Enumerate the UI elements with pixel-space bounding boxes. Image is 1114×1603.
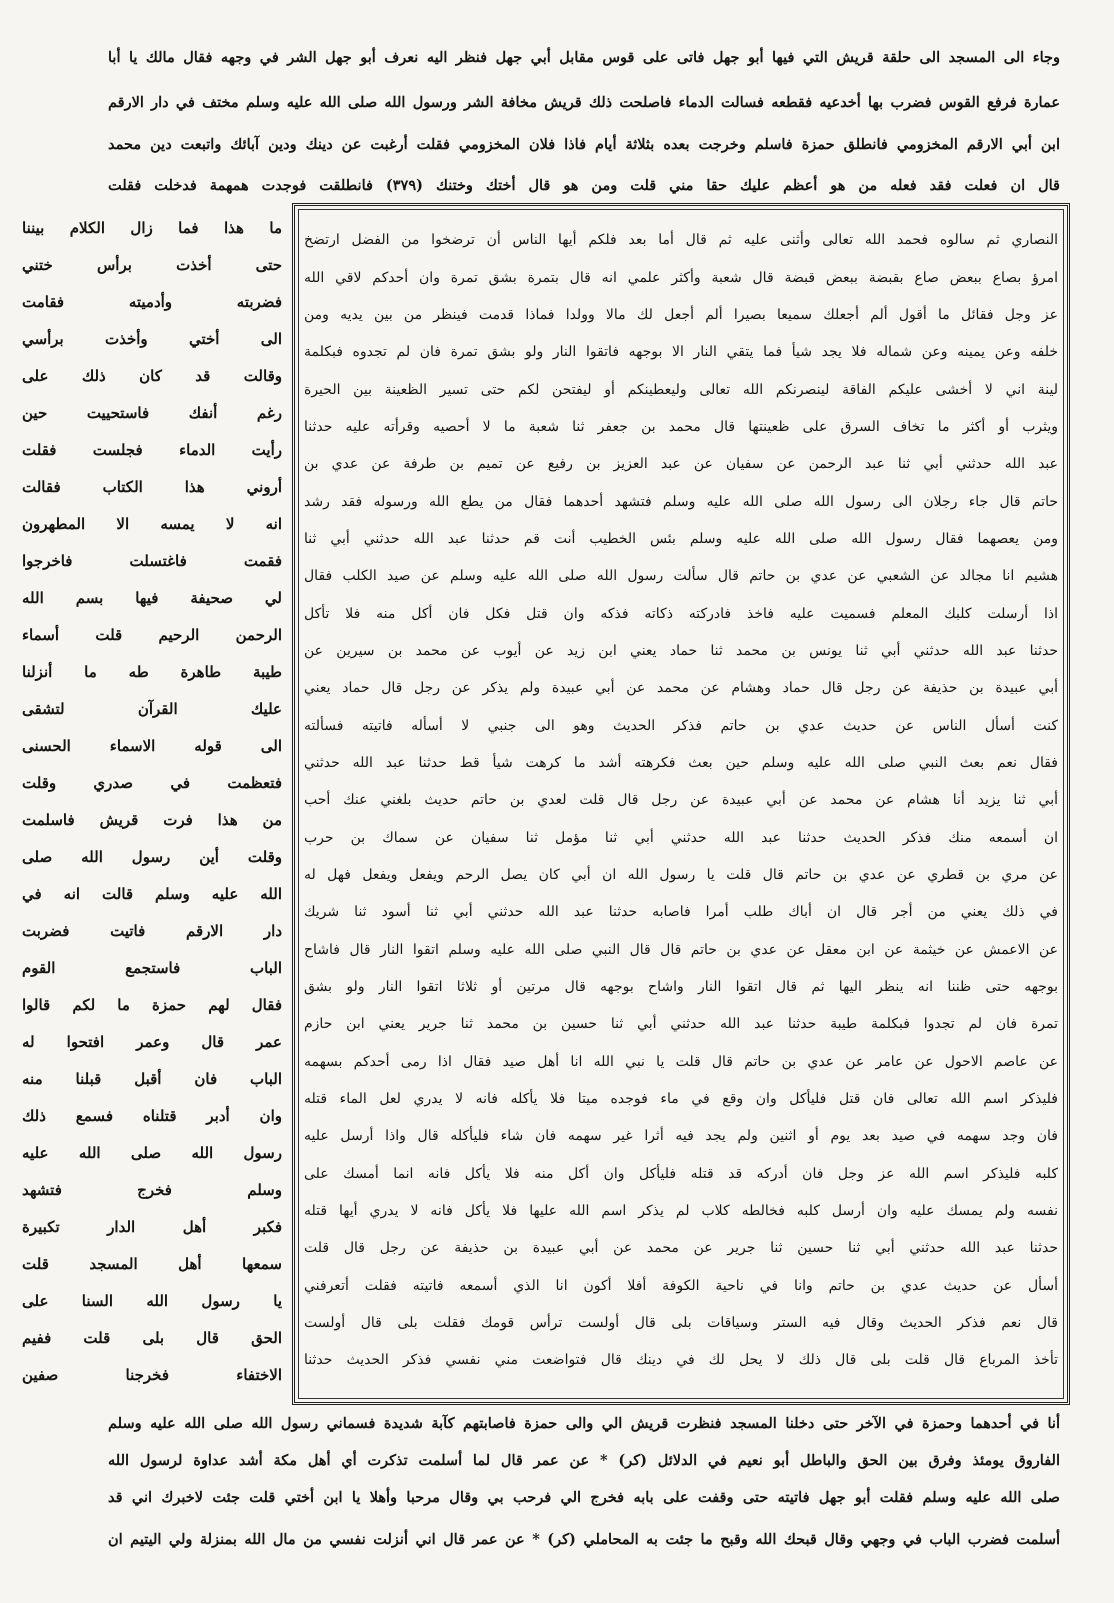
top-line: ابن أبي الارقم المخزومي فانطلق حمزة فاسلم وخرجت بعده بثلاثة أيام فاذا فلان المخزومي فقلت أرغبت عن دينك ودين آبائك واتبعت دين محمد [108,136,1060,153]
sidebar-line: دار الارقم فاتيت فضربت [22,922,282,940]
sidebar-line: فتعظمت في صدري وقلت [22,774,282,792]
sidebar-line: فقال لهم حمزة ما لكم قالوا [22,996,282,1014]
box-line: عز وجل فقائل ما أقول ألم أجعلك سميعا بصيرا ألم أجعل لك مالا وولدا فماذا قدمت فينظر من بين يديه ومن [304,307,1058,323]
top-line: قال ان فعلت فقد فعله من هو أعظم عليك حقا مني قلت ومن هو قال أختك وختنك (٣٧٩) فانطلقت فوجدت همهمة فدخلت فقلت [108,177,1060,194]
sidebar-line: وقلت أين رسول الله صلى [22,848,282,866]
box-line: حاتم قال جاء رجلان الى رسول الله صلى الله عليه وسلم فتشهد أحدهما فقال من يطع الله ورسوله فقد رشد [304,494,1058,510]
sidebar-line: انه لا يمسه الا المطهرون [22,515,282,533]
sidebar-line: الى أختي وأخذت برأسي [22,330,282,348]
bottom-line: أسلمت فضرب الباب في وجهي وقال قبحك الله وقبح ما جئت به المحاملي (كر) * عن عمر قال اني أنزلت نفسي من مال الله بمنزلة ولي اليتيم ان [108,1531,1060,1548]
sidebar-line: يا رسول الله السنا على [22,1292,282,1310]
sidebar-line: عمر قال وعمر افتحوا له [22,1033,282,1051]
sidebar-line: طيبة طاهرة طه ما أنزلنا [22,663,282,681]
sidebar-line: الباب فاستجمع القوم [22,959,282,977]
box-line: قال نعم فذكر الحديث وقال فيه الستر وسياقات بلى قال أولست ترأس قومك فقلت بلى قال أولست [304,1315,1058,1331]
box-line: خلفه وعن يمينه وعن شماله فلا يجد شيأ فما يتقي النار الا بوجهه فاتقوا النار ولو بشق تمرة فان لم تجدوه فبكلمة [304,344,1058,360]
sidebar-line: أروني هذا الكتاب فقالت [22,478,282,496]
sidebar-line: من هذا فرت قريش فاسلمت [22,811,282,829]
box-line: تمرة فان لم تجدوا فبكلمة طيبة حدثنا عبد الله حدثني أبي ثنا حسين بن محمد ثنا جرير يعني ابن حازم [304,1016,1058,1032]
box-line: النصاري ثم سالوه فحمد الله تعالى وأثنى عليه ثم قال أما بعد فلكم أيها الناس أن ترضخوا من الفضل ارتضخ [304,232,1058,248]
box-line: حدثنا عبد الله حدثني أبي ثنا حسين ثنا جرير عن محمد عن أبي عبيدة بن حذيفة عن رجل قال قلت [304,1240,1058,1256]
box-line: عبد الله حدثني أبي ثنا عبد الرحمن عن سفيان عن عبد العزيز بن رفيع عن تميم بن طرفة عن عدي بن [304,456,1058,472]
sidebar-line: ما هذا فما زال الكلام بيننا [22,219,282,237]
bottom-line: أنا في أحدهما وحمزة في الآخر حتى دخلنا المسجد فنظرت قريش الي والى حمزة فاصابتهم كآبة شديدة فسماني رسول الله صلى الله عليه وسلم [108,1415,1060,1432]
bottom-line: صلى الله عليه وسلم فقلت أبو جهل فاتيته حتى وقفت على بابه فخرج الي فرحب بي وقال مرحبا وأهلا يا ابن أختي قلت جئت لاخبرك اني قد [108,1489,1060,1506]
sidebar-line: الباب فان أقبل قبلنا منه [22,1070,282,1088]
box-line: حدثنا عبد الله حدثني أبي ثنا يونس بن محمد ثنا حماد يعني ابن زيد عن أيوب عن محمد بن سيرين عن [304,643,1058,659]
box-line: بوجهه حتى ظننا انه ينظر اليها ثم قال اتقوا النار واشاح بوجهه قال مرتين أو ثلاثا اتقوا النار ولو بشق [304,979,1058,995]
sidebar-line: فكبر أهل الدار تكبيرة [22,1218,282,1236]
box-line: تأخذ المرباع قال قلت بلى قال ذلك لا يحل لك في دينك قال فتواضعت مني نفسي فذكر الحديث حدثنا [304,1352,1058,1368]
sidebar-line: وان أدبر قتلناه فسمع ذلك [22,1107,282,1125]
box-line: لينة اني لا أخشى عليكم الفاقة لينصرنكم الله تعالى وليعطينكم أو ليفتحن لكم حتى تسير الظعينة بين الحيرة [304,382,1058,398]
box-line: ان أسمعه منك فذكر الحديث حدثنا عبد الله حدثني أبي ثنا مؤمل ثنا سفيان عن سماك بن حرب [304,830,1058,846]
sidebar-line: الله عليه وسلم قالت انه في [22,885,282,903]
box-line: كنت أسأل الناس عن حديث عدي بن حاتم فذكر الحديث وهو الى جنبي لا أسأله فاتيته فسألته [304,718,1058,734]
box-line: عن الاعمش عن خيثمة عن ابن معقل عن عدي بن حاتم قال قال النبي صلى الله عليه وسلم اتقوا النار قال فاشاح [304,942,1058,958]
box-line: في ذلك يعني من أجر قال ان أباك طلب أمرا فاصابه حدثنا عبد الله حدثني أبي ثنا أسود ثنا شريك [304,904,1058,920]
bottom-line: الفاروق يومئذ وفرق بين الحق والباطل أبو نعيم في الدلائل (كر) * عن عمر قال لما أسلمت تذكرت أي أهل مكة أشد عداوة لرسول الله [108,1452,1060,1469]
box-line: فقال نعم بعث النبي صلى الله عليه وسلم حين بعث فكرهته أشد ما كرهت شيأ قط حدثنا عبد الله حدثني [304,755,1058,771]
box-line: فان وجد سهمه في صيد بعد يوم أو اثنين ولم يجد فيه أثرا غير سهمه فان شاء فليأكله قال واذا أرسل عليه [304,1128,1058,1144]
sidebar-line: رسول الله صلى الله عليه [22,1144,282,1162]
box-line: أبي ثنا يزيد أنا هشام عن محمد عن أبي عبيدة عن رجل قال قلت لعدي بن حاتم حديث بلغني عنك أحب [304,792,1058,808]
box-line: أبي عبيدة بن حذيفة عن رجل قال حماد وهشام عن محمد عن أبي عبيدة ولم يذكر عن رجل قال حماد يعني [304,680,1058,696]
box-line: كلبه فليذكر اسم الله عز وجل فان أدركه قد قتله فليأكل وان أكل منه فلا يأكل فانه انما أمسك على [304,1166,1058,1182]
sidebar-line: الرحمن الرحيم قلت أسماء [22,626,282,644]
sidebar-line: عليك القرآن لتشقى [22,700,282,718]
sidebar-line: حتى أخذت برأس ختني [22,256,282,274]
box-line: عن عاصم الاحول عن عامر عن عدي بن حاتم قال قلت يا نبي الله انا أهل صيد فقال اذا رمى أحدكم بسهمه [304,1054,1058,1070]
sidebar-line: الحق قال بلى قلت ففيم [22,1329,282,1347]
box-line: عن مري بن قطري عن عدي بن حاتم قال قلت يا رسول الله ان أبي كان يصل الرحم ويفعل ويفعل فهل له [304,867,1058,883]
sidebar-line: رأيت الدماء فجلست فقلت [22,441,282,459]
box-line: فليذكر اسم الله تعالى فان قتل فليأكل وان وقع في ماء فوجده ميتا فلا يأكله فانه لا يدري لعل الماء قتله [304,1091,1058,1107]
box-line: ومن يعصهما فقال رسول الله صلى الله عليه وسلم بئس الخطيب أنت قم حدثنا عبد الله حدثني أبي ثنا [304,531,1058,547]
top-line: وجاء الى المسجد الى حلقة قريش التي فيها أبو جهل فاتى على قوس مقابل أبي جهل فنظر اليه نعرف أبو جهل الشر في وجهه فقال مالك يا أبا [108,49,1060,66]
sidebar-line: سمعها أهل المسجد قلت [22,1255,282,1273]
sidebar-line: لي صحيفة فيها بسم الله [22,589,282,607]
sidebar-line: وقالت قد كان ذلك على [22,367,282,385]
box-line: نفسه ولم يمسك عليه وان أرسل كلبه فخالطه كلاب لم يذكر اسم الله عليها فلا يأكل فانه لا يدري أيها قتله [304,1203,1058,1219]
box-line: اذا أرسلت كلبك المعلم فسميت عليه فاخذ فادركته ذكاته فذكه وان قتل فكل فان أكل منه فلا تأكل [304,606,1058,622]
box-line: ويثرب أو أكثر ما تخاف السرق على ظعينتها قال محمد بن جعفر ثنا شعبة ما لا أحصيه وقرأته عليه حدثنا [304,419,1058,435]
box-line: هشيم انا مجالد عن الشعبي عن عدي بن حاتم قال سألت رسول الله صلى الله عليه وسلم عن صيد الكلب فقال [304,568,1058,584]
sidebar-line: وسلم فخرج فتشهد [22,1181,282,1199]
top-line: عمارة فرفع القوس فضرب بها أخدعيه فقطعه فسالت الدماء فاصلحت ذلك قريش مخافة الشر ورسول الله صلى الله عليه وسلم مختف في دار الارقم [108,94,1060,111]
box-line: امرؤ بصاع ببعض صاع بقبضة ببعض قبضة قال شعبة وأكثر علمي انه قال بتمرة بشق تمرة وان أحدكم لاقي الله [304,270,1058,286]
sidebar-line: الى قوله الاسماء الحسنى [22,737,282,755]
box-line: أسأل عن حديث عدي بن حاتم وانا في ناحية الكوفة أفلا أكون انا الذي أسمعه فاتيته فقلت أتعرفني [304,1278,1058,1294]
sidebar-line: الاختفاء فخرجنا صفين [22,1366,282,1384]
sidebar-line: فضربته وأدميته فقامت [22,293,282,311]
sidebar-line: رغم أنفك فاستحييت حين [22,404,282,422]
sidebar-line: فقمت فاغتسلت فاخرجوا [22,552,282,570]
